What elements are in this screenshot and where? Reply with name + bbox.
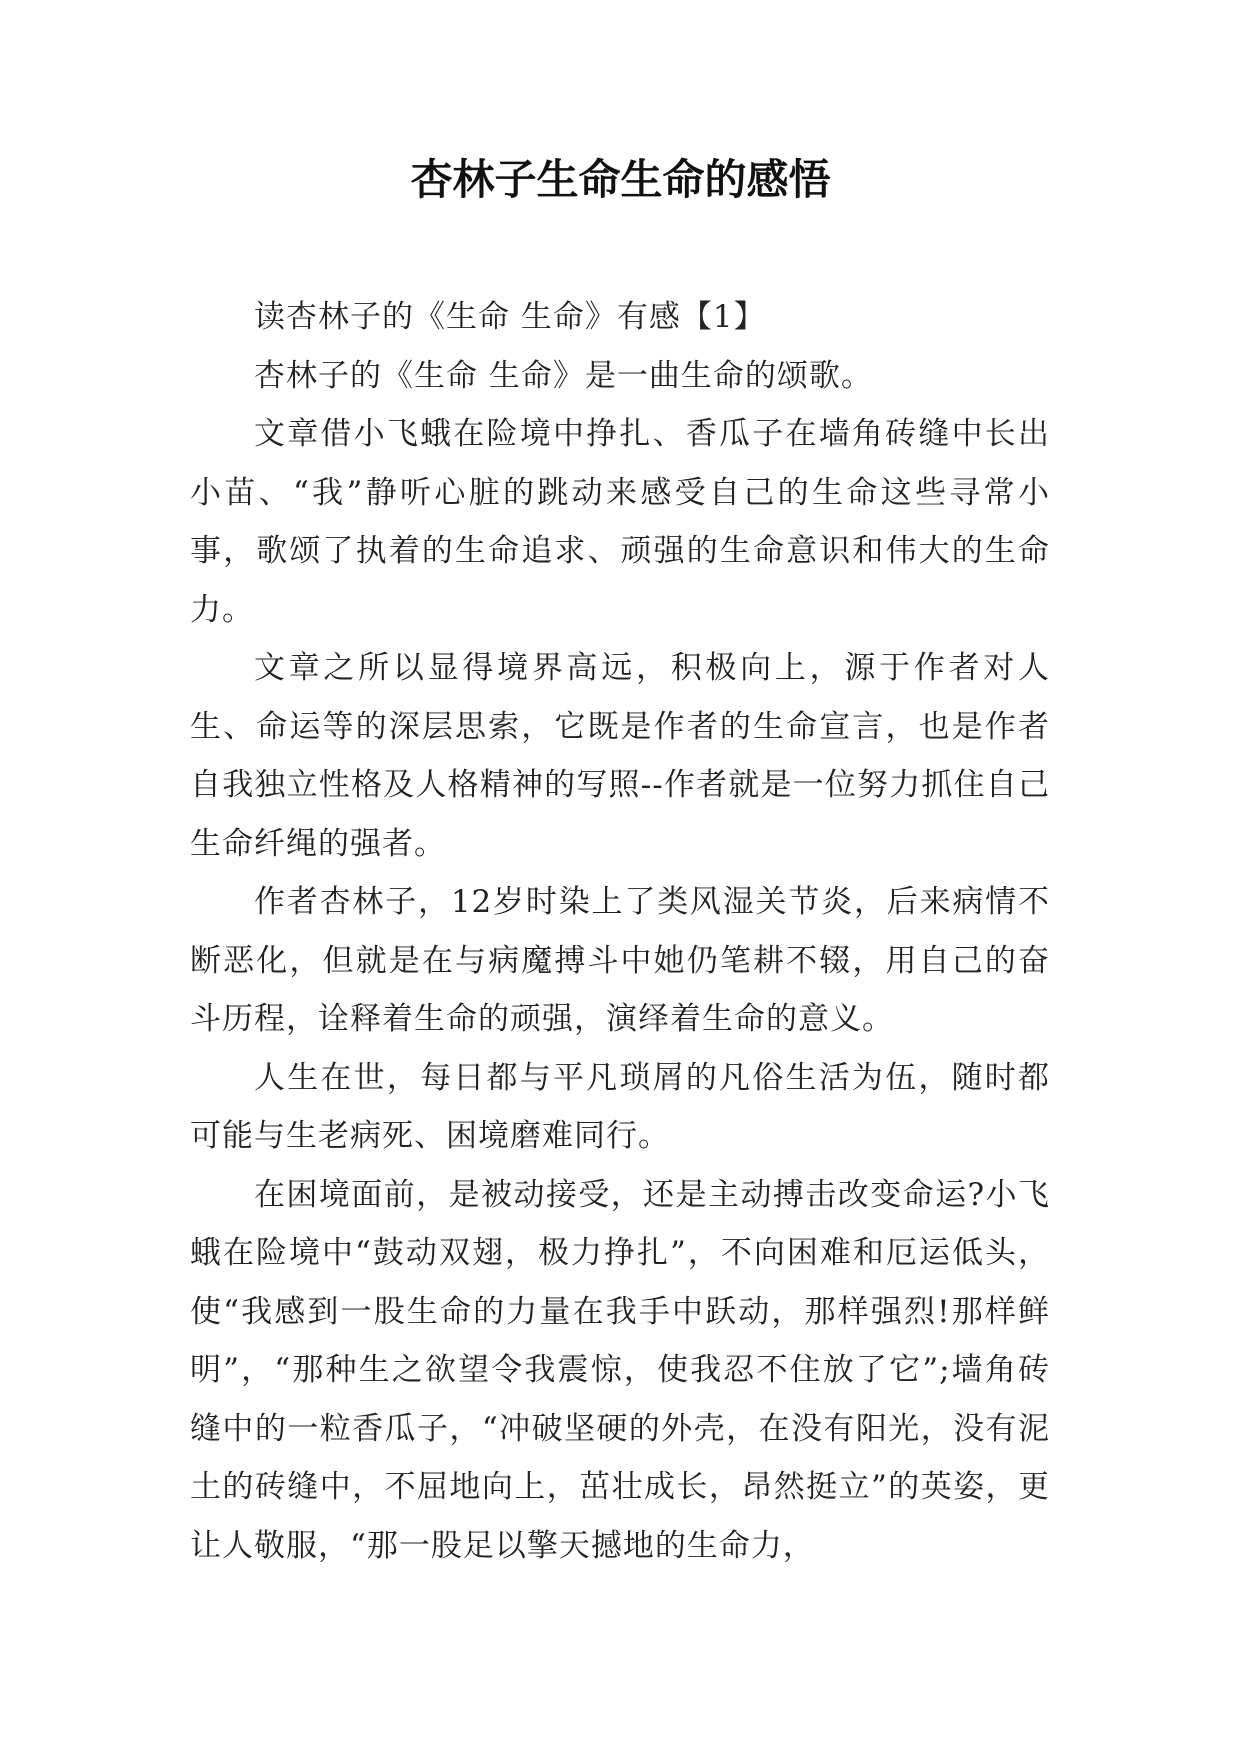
paragraph: 人生在世，每日都与平凡琐屑的凡俗生活为伍，随时都可能与生老病死、困境磨难同行。 — [190, 1059, 1050, 1154]
paragraph: 作者杏林子，12岁时染上了类风湿关节炎，后来病情不断恶化，但就是在与病魔搏斗中她仍笔耕不辍，用自己的奋斗历程，诠释着生命的顽强，演绎着生命的意义。 — [190, 884, 1050, 1037]
document-body — [190, 288, 1050, 1575]
paragraph-heading: 读杏林子的《生命 生命》有感【1】 — [254, 299, 766, 335]
paragraph: 在困境面前，是被动接受，还是主动搏击改变命运?小飞蛾在险境中“鼓动双翅，极力挣扎”，不向困难和厄运低头，使“我感到一股生命的力量在我手中跃动，那样强烈!那样鲜明”，“那种生之欲望令我震惊，使我忍不住放了它”;墙角砖缝中的一粒香瓜子，“冲破坚硬的外壳，在没有阳光，没有泥土的砖缝中，不屈地向上，茁壮成长，昂然挺立”的英姿，更让人敬服，“那一股足以擎天撼地的生命力， — [190, 1176, 1050, 1564]
paragraph: 文章之所以显得境界高远，积极向上，源于作者对人生、命运等的深层思索，它既是作者的生命宣言，也是作者自我独立性格及人格精神的写照--作者就是一位努力抓住自己生命纤绳的强者。 — [190, 650, 1050, 862]
paragraph: 文章借小飞蛾在险境中挣扎、香瓜子在墙角砖缝中长出小苗、“我”静听心脏的跳动来感受自己的生命这些寻常小事，歌颂了执着的生命追求、顽强的生命意识和伟大的生命力。 — [190, 416, 1050, 628]
paragraph: 杏林子的《生命 生命》是一曲生命的颂歌。 — [254, 357, 873, 394]
document-title: 杏林子生命生命的感悟 — [410, 155, 831, 204]
